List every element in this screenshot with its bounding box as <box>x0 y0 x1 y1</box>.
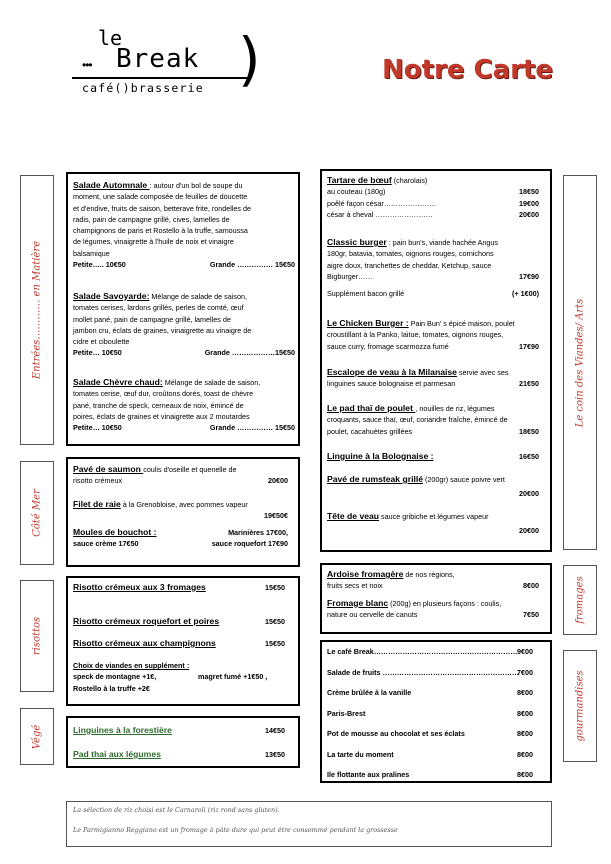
salade-savoyarde: Salade Savoyarde: Mélange de salade de saison, tomates cerises, lardons grillés, perles de comté, œuf mollet pané, pain de campagne grillé, lamelles de jambon cru, éclats de graines, vinaigrette au vinaigre de cidre et ciboulette Petite… 10€50 Grande ………………15€50 <box>73 291 295 358</box>
escalope: Escalope de veau à la Milanaise servie avec ses linguines sauce bolognaise et parmesan 21€50 <box>327 367 539 389</box>
dessert-item: Ile flottante aux pralines 8€00 <box>327 770 533 779</box>
section-viandes: Le coin des Viandes/ Arts <box>563 175 597 550</box>
logo <box>72 22 272 104</box>
section-risottos: risottos <box>20 580 54 692</box>
dessert-item: Le café Break…………………………………………………… 9€00 <box>327 647 533 656</box>
logo-rule <box>72 77 248 79</box>
pad-thai-poulet: Le pad thaï de poulet , nouilles de riz, légumes croquants, sauce thaï, œuf, coriandre fraîche, émincé de poulet, cacahuètes grillées 18€50 <box>327 403 539 436</box>
section-gourmandises: gourmandises <box>563 650 597 762</box>
section-fromages: fromages <box>563 565 597 635</box>
moules: Moules de bouchot : Marinières 17€00, sauce crème 17€50 sauce roquefort 17€90 <box>73 527 288 549</box>
raie: Filet de raie à la Grenobloise, avec pommes vapeur 19€50€ <box>73 499 288 521</box>
vege-item: Linguines à la forestière 14€50 <box>73 725 285 735</box>
logo-sub: café()brasserie <box>82 81 204 95</box>
salades-box <box>66 172 300 446</box>
classic-burger: Classic burger : pain bun's, viande hachée Angus 180gr, batavia, tomates, oignons rouges, cornichons aigre doux, tranchettes de cheddar, Ketchup, sauce Bigburger…… 17€90 Supplément bacon grillé (+ 1€00) <box>327 237 539 299</box>
page-title: Notre Carte <box>382 55 554 85</box>
risotto-item: Risotto crémeux roquefort et poires 15€50 <box>73 616 285 626</box>
risotto-item: Risotto crémeux aux 3 fromages 15€50 <box>73 582 285 592</box>
price-grande: Grande …………… 15€50 <box>209 260 295 270</box>
salade-automnale-title: Salade Automnale <box>73 180 150 190</box>
tete-de-veau: Tête de veau sauce gribiche et légumes vapeur 20€00 <box>327 511 539 536</box>
logo-le: le <box>98 26 123 50</box>
vege-box <box>66 716 300 768</box>
section-vege: Végé <box>20 708 54 765</box>
price-petite: Petite….. 10€50 <box>73 260 126 270</box>
salade-automnale: Salade Automnale : autour d'un bol de soupe du moment, une salade composée de feuilles de doucette et d'endive, fruits de saison, betterave frite, rondelles de radis, pain de campagne grillé, cives, lamelles de champignons de paris et Rostello à la truffe, samoussa de légumes, vinaigrette à l'huile de noix et vinaigre balsamique Petite….. 10€50 Grande …………… 15€50 <box>73 180 295 270</box>
rumsteak: Pavé de rumsteak grillé (200gr) sauce poivre vert 20€00 <box>327 474 539 499</box>
dessert-item: Pot de mousse au chocolat et ses éclats 8€00 <box>327 729 533 738</box>
linguine-bolognaise: Linguine à la Bolognaise : 16€50 <box>327 451 539 461</box>
choix-viandes: Choix de viandes en supplément : <box>73 661 190 670</box>
logo-dots: ••• <box>82 58 92 72</box>
dessert-item: La tarte du moment 8€00 <box>327 749 533 759</box>
mer-box <box>66 457 300 567</box>
salade-chevre: Salade Chèvre chaud: Mélange de salade de saison, tomates cerise, œuf dur, croûtons dorés, toast de chèvre pané, tranche de speck, cerneaux de noix, émincé de poires, éclats de graines et vinaigrette aux 2 moutardes Petite… 10€50 Grande …………… 15€50 <box>73 377 295 433</box>
chicken-burger: Le Chicken Burger : Pain Bun' s épicé maison, poulet croustillant à la Panko, laitue, tomates, oignons rouges, sauce curry, fromage scarmozza fumé 17€90 <box>327 318 539 351</box>
logo-paren: ) <box>238 25 261 93</box>
saumon: Pavé de saumon coulis d'oseille et quenelle de risotto crémeux 20€00 <box>73 464 288 486</box>
dessert-item: Crème brûlée à la vanille 8€00 <box>327 688 533 697</box>
dessert-item: Salade de fruits ………………………………………………… 7€00 <box>327 667 533 677</box>
risotto-item: Risotto crémeux aux champignons 15€50 <box>73 638 285 648</box>
footer-box <box>66 801 552 847</box>
risottos-box: Risotto crémeux aux 3 fromages 15€50 Risotto crémeux roquefort et poires 15€50 Risotto crémeux aux champignons 15€50 Choix de viandes en supplément : speck de montagne +1€, magret fumé +1€50 , Rostello à la truffe +2€ <box>66 576 300 706</box>
viandes-box: Tartare de bœuf (charolais) au couteau (180g) 18€50 poêlé façon césar…………………. 19€00 césar à cheval …………………… 20€00 Classic burger : pain bun's, viande hachée Angus 180gr, batavia, tomates, oignons rouges, cornichons aigre doux, tranchettes de cheddar, Ketchup, sauce Bigburger…… 17€90 Supplément bacon grillé (+ 1€00) Le Chicken Burger : Pain Bun' s épicé maison, poulet croustillant à la Panko, laitue, tomates, oignons rouges, sauce curry, fromage scarmozza fumé 17€90 Escalope de veau à la Milanaise servie avec ses linguines sauce bolognaise et parmesan 21€50 Le pad thaï de poulet , nouilles de riz, légumes croquants, sauce thaï, œuf, coriandre fraîche, émincé de poulet, cacahuètes grillées 18€50 Linguine à la Bolognaise : 16€50 Pavé de rumsteak grillé (200gr) sauce poivre vert 20€00 Tête de veau sauce gribiche et légumes vapeur 20€00 <box>320 169 552 552</box>
logo-break: Break <box>116 44 200 74</box>
section-entrees: Entrées………… en Matière <box>20 175 54 445</box>
footer-line-2: Le Parmigianno Reggiano est un fromage à pâte dure qui peut être consommé pendant la grossesse <box>73 826 398 834</box>
dessert-item: Paris-Brest 8€00 <box>327 708 533 718</box>
fromages-box: Ardoise fromagère de nos régions, fruits secs et noix 8€00 Fromage blanc (200g) en plusieurs façons : coulis, nature ou cervelle de canuts 7€50 <box>320 563 552 634</box>
footer-line-1: La sélection de riz choisi est le Carnaroli (riz rond sans gluten). <box>73 806 280 814</box>
section-cote-mer: Côté Mer <box>20 461 54 565</box>
vege-item: Pad thai aux légumes 13€50 <box>73 749 285 759</box>
desserts-box <box>320 640 552 783</box>
